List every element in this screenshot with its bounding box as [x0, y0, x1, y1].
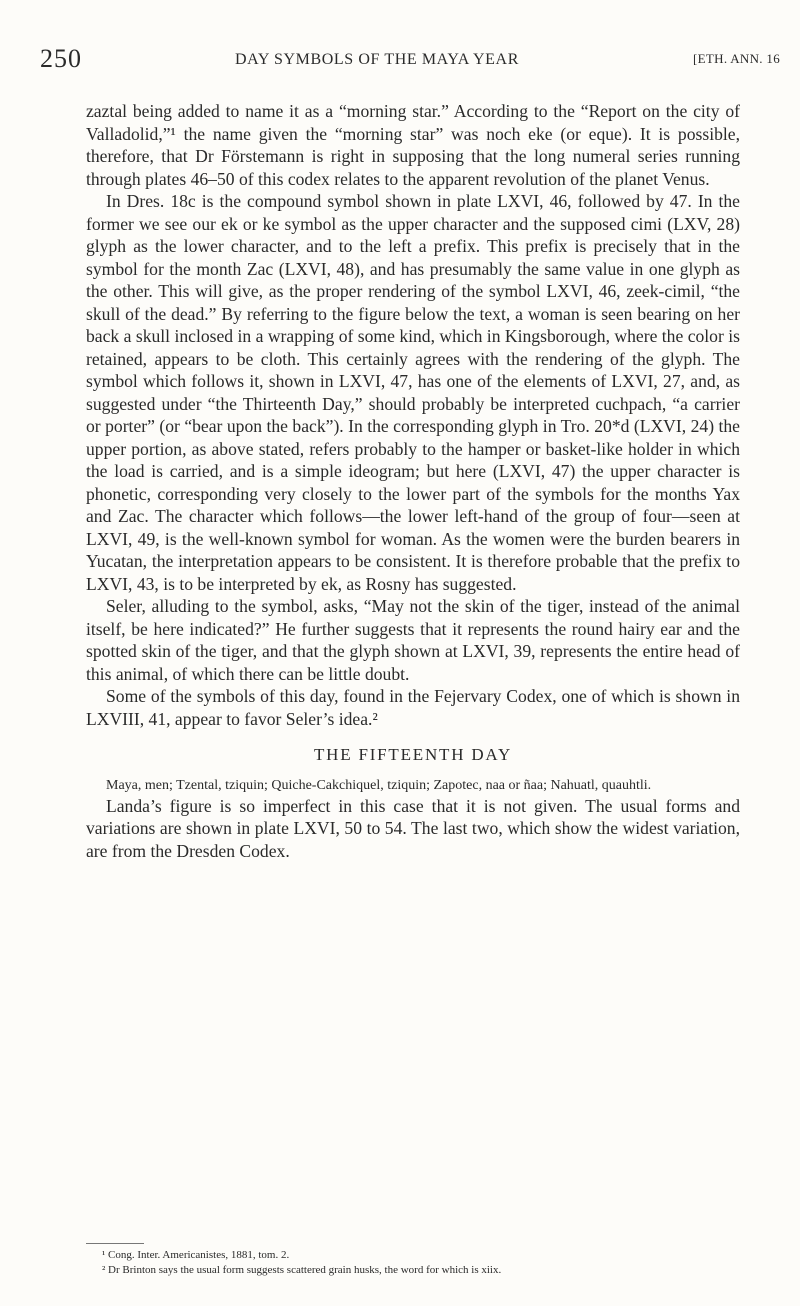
footnote-2: ² Dr Brinton says the usual form suggests scattered grain husks, the word for which is xiix.: [102, 1264, 502, 1276]
footnote-rule: [86, 1243, 144, 1244]
footnotes: [102, 1248, 742, 1278]
paragraph-2: In Dres. 18c is the compound symbol shown in plate LXVI, 46, followed by 47. In the former we see our ek or ke symbol as the upper character and the supposed cimi (LXV, 28) glyph as the lower character, and to the left a prefix. This prefix is precisely that in the symbol for the month Zac (LXVI, 48), and has presumably the same value in one glyph as the other. This will give, as the proper rendering of the symbol LXVI, 46, zeek-cimil, “the skull of the dead.” By referring to the figure below the text, a woman is seen bearing on her back a skull inclosed in a wrapping of some kind, which in Kingsborough, where the color is retained, appears to be cloth. This certainly agrees with the rendering of the glyph. The symbol which follows it, shown in LXVI, 47, has one of the elements of LXVI, 27, and, as suggested under “the Thirteenth Day,” should probably be interpreted cuchpach, “a carrier or porter” (or “bear upon the back”). In the corresponding glyph in Tro. 20*d (LXVI, 24) the upper portion, as above stated, refers probably to the hamper or basket-like holder in which the load is carried, and is a simple ideogram; but here (LXVI, 47) the upper character is phonetic, corresponding very closely to the lower part of the symbols for the months Yax and Zac. The character which follows—the lower left-hand of the group of four—seen at LXVI, 49, is the well-known symbol for woman. As the women were the burden bearers in Yucatan, the interpretation appears to be consistent. It is therefore probable that the prefix to LXVI, 43, is to be interpreted by ek, as Rosny has suggested.: [86, 191, 740, 594]
page-number: 250: [40, 44, 82, 73]
section-heading: THE FIFTEENTH DAY: [313, 745, 513, 764]
paragraph-4: Some of the symbols of this day, found in the Fejervary Codex, one of which is shown in LXVIII, 41, appear to favor Seler’s idea.²: [86, 686, 740, 729]
page-header: [40, 40, 780, 80]
paragraph-5: Landa’s figure is so imperfect in this case that it is not given. The usual forms and variations are shown in plate LXVI, 50 to 54. The last two, which show the widest variation, are from the Dresden Codex.: [86, 795, 740, 861]
paragraph-3: Seler, alluding to the symbol, asks, “May not the skin of the tiger, instead of the animal itself, be here indicated?” He further suggests that it represents the round hairy ear and the spotted skin of the tiger, and that the glyph shown at LXVI, 39, represents the entire head of this animal, of which there can be little doubt.: [86, 596, 740, 684]
running-title: DAY SYMBOLS OF THE MAYA YEAR: [235, 51, 519, 68]
paragraph-1: zaztal being added to name it as a “morning star.” According to the “Report on the city of Valladolid,”¹ the name given the “morning star” was noch eke (or eque). It is possible, therefore, that Dr Förstemann is right in supposing that the long numeral series running through plates 46–50 of this codex relates to the apparent revolution of the planet Venus.: [86, 101, 740, 189]
annual-report-label: [ETH. ANN. 16: [693, 51, 780, 66]
footnote-1: ¹ Cong. Inter. Americanistes, 1881, tom. 2.: [102, 1249, 290, 1261]
body-text: [86, 100, 740, 862]
day-names: Maya, men; Tzental, tziquin; Quiche-Cakchiquel, tziquin; Zapotec, naa or ñaa; Nahuatl, quauhtli.: [106, 777, 652, 793]
